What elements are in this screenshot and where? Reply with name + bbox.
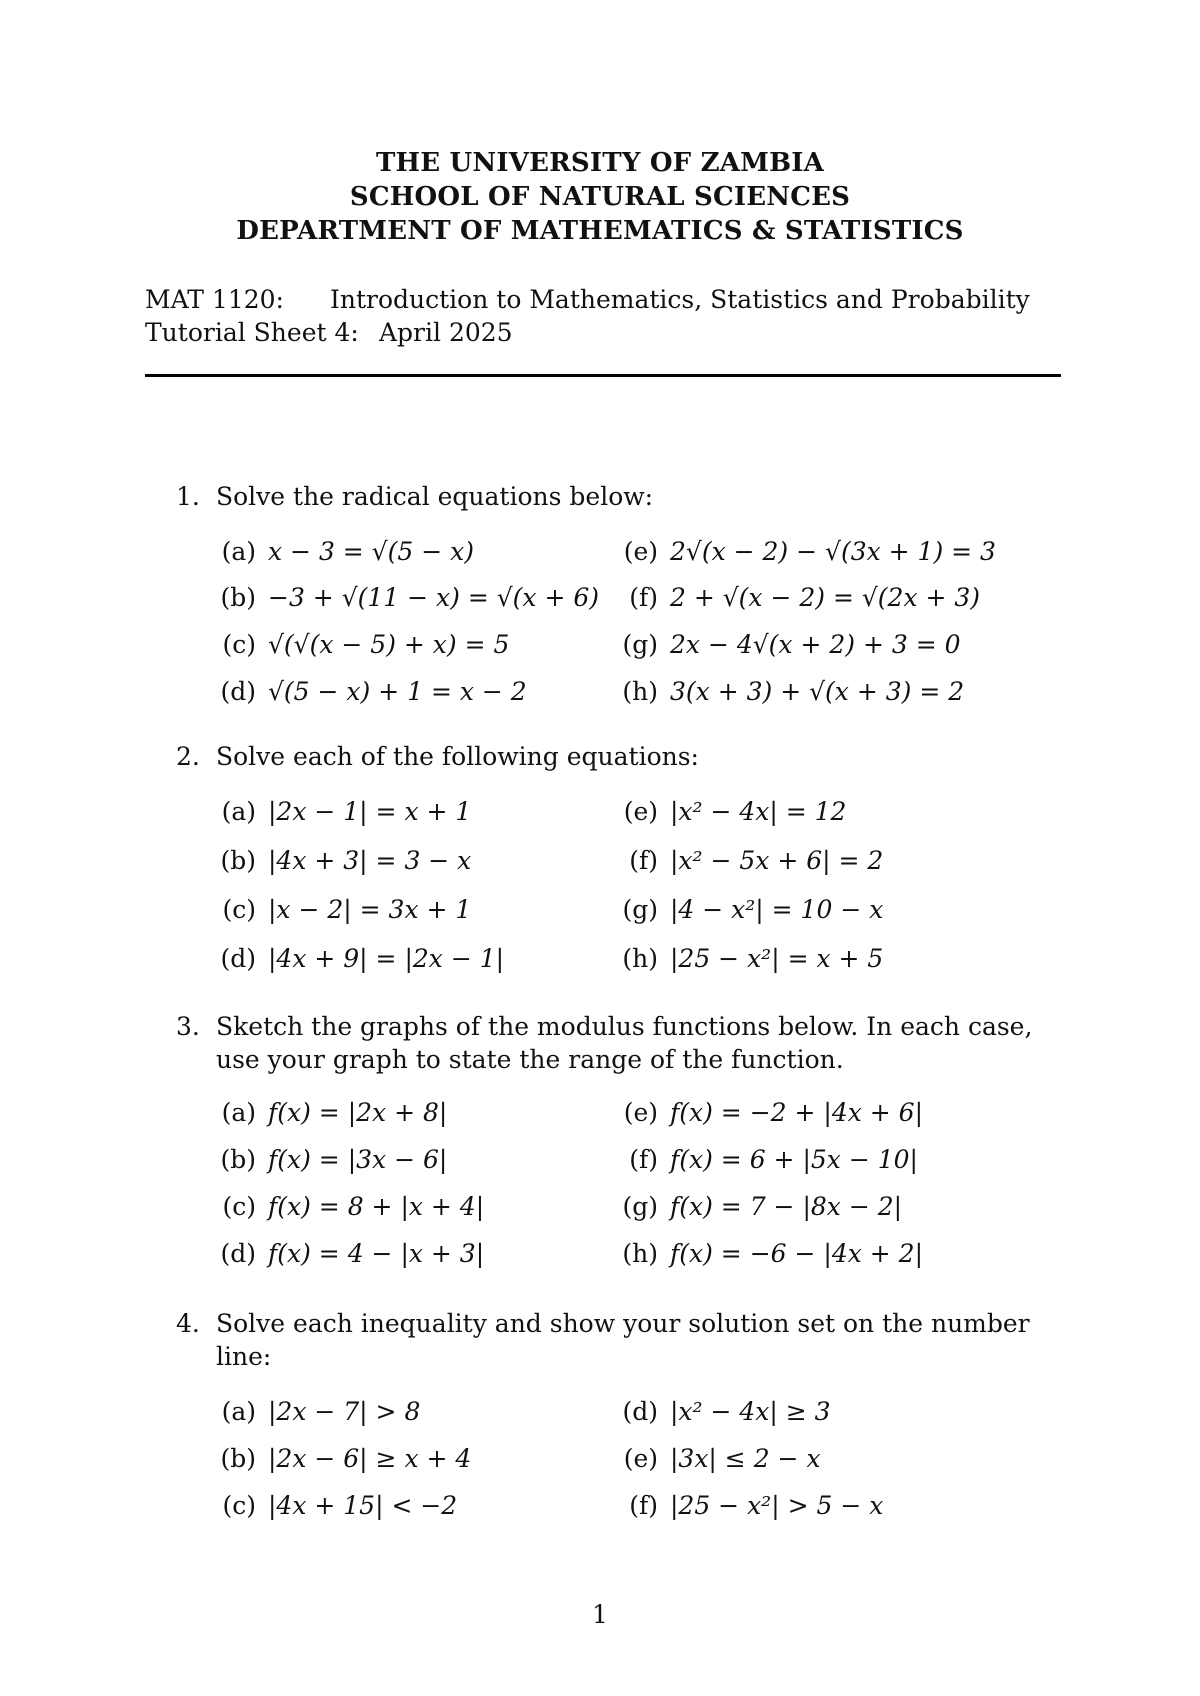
- expression: f(x) = 7 − |8x − 2|: [670, 1192, 903, 1221]
- expression: √(√(x − 5) + x) = 5: [268, 630, 510, 659]
- expression: |2x − 1| = x + 1: [268, 797, 472, 826]
- expression: f(x) = −6 − |4x + 2|: [670, 1239, 923, 1268]
- expression: f(x) = |3x − 6|: [268, 1145, 448, 1174]
- expression: |4x + 15| < −2: [268, 1491, 458, 1520]
- expression: 3(x + 3) + √(x + 3) = 2: [670, 677, 965, 706]
- list-item: (b) |4x + 3| = 3 − x: [220, 846, 472, 875]
- expression: 2x − 4√(x + 2) + 3 = 0: [670, 630, 961, 659]
- list-item: (b) f(x) = |3x − 6|: [220, 1145, 448, 1174]
- university-name: THE UNIVERSITY OF ZAMBIA: [375, 148, 825, 178]
- question-number: 1.: [176, 482, 200, 511]
- sheet-label: Tutorial Sheet 4:: [145, 318, 359, 347]
- expression: √(5 − x) + 1 = x − 2: [268, 677, 527, 706]
- question-3: [176, 1010, 1076, 1268]
- question-text: Solve the radical equations below:: [216, 482, 654, 511]
- expression: 2 + √(x − 2) = √(2x + 3): [670, 583, 981, 612]
- expression: |2x − 6| ≥ x + 4: [268, 1444, 472, 1473]
- question-number: 4.: [176, 1309, 200, 1338]
- expression: |25 − x²| > 5 − x: [670, 1491, 884, 1520]
- list-item: (g) 2x − 4√(x + 2) + 3 = 0: [622, 630, 961, 659]
- list-item: (a) |2x − 7| > 8: [221, 1397, 421, 1426]
- list-item: (h) f(x) = −6 − |4x + 2|: [622, 1239, 923, 1268]
- question-text: Sketch the graphs of the modulus functions below. In each case, use your graph to state the range of the function.: [216, 1012, 1033, 1074]
- list-item: (c) |x − 2| = 3x + 1: [222, 895, 472, 924]
- list-item: (f) 2 + √(x − 2) = √(2x + 3): [629, 583, 981, 612]
- list-item: (b) −3 + √(11 − x) = √(x + 6): [220, 583, 600, 612]
- header-divider: [145, 374, 1061, 377]
- expression: f(x) = −2 + |4x + 6|: [670, 1098, 923, 1127]
- expression: −3 + √(11 − x) = √(x + 6): [268, 583, 600, 612]
- expression: |x² − 4x| ≥ 3: [670, 1397, 831, 1426]
- expression: f(x) = |2x + 8|: [268, 1098, 448, 1127]
- expression: |x² − 4x| = 12: [670, 797, 847, 826]
- course-title: Introduction to Mathematics, Statistics and Probability: [330, 285, 1030, 314]
- list-item: (d) |x² − 4x| ≥ 3: [622, 1397, 831, 1426]
- list-item: (e) 2√(x − 2) − √(3x + 1) = 3: [623, 537, 996, 566]
- expression: |25 − x²| = x + 5: [670, 944, 884, 973]
- expression: |3x| ≤ 2 − x: [670, 1444, 821, 1473]
- question-number: 3.: [176, 1012, 200, 1041]
- list-item: (b) |2x − 6| ≥ x + 4: [220, 1444, 472, 1473]
- list-item: (g) |4 − x²| = 10 − x: [622, 895, 884, 924]
- course-info: [145, 283, 1030, 349]
- expression: x − 3 = √(5 − x): [268, 537, 474, 566]
- expression: |4 − x²| = 10 − x: [670, 895, 884, 924]
- list-item: (c) |4x + 15| < −2: [222, 1491, 458, 1520]
- list-item: (e) f(x) = −2 + |4x + 6|: [623, 1098, 923, 1127]
- expression: 2√(x − 2) − √(3x + 1) = 3: [670, 537, 996, 566]
- list-item: (d) |4x + 9| = |2x − 1|: [220, 944, 505, 973]
- expression: |2x − 7| > 8: [268, 1397, 421, 1426]
- list-item: (a) x − 3 = √(5 − x): [221, 537, 474, 566]
- school-name: SCHOOL OF NATURAL SCIENCES: [349, 182, 851, 212]
- list-item: (c) f(x) = 8 + |x + 4|: [222, 1192, 485, 1221]
- list-item: (c) √(√(x − 5) + x) = 5: [222, 630, 510, 659]
- list-item: (f) |x² − 5x + 6| = 2: [629, 846, 884, 875]
- list-item: (h) 3(x + 3) + √(x + 3) = 2: [622, 677, 965, 706]
- question-number: 2.: [176, 742, 200, 771]
- list-item: (a) |2x − 1| = x + 1: [221, 797, 472, 826]
- list-item: (e) |x² − 4x| = 12: [623, 797, 847, 826]
- question-1: [176, 480, 1076, 706]
- expression: |4x + 9| = |2x − 1|: [268, 944, 505, 973]
- list-item: (f) |25 − x²| > 5 − x: [629, 1491, 884, 1520]
- list-item: (g) f(x) = 7 − |8x − 2|: [622, 1192, 903, 1221]
- list-item: (a) f(x) = |2x + 8|: [221, 1098, 448, 1127]
- question-2: [176, 740, 1076, 973]
- page-number: 1: [592, 1600, 608, 1629]
- list-item: (h) |25 − x²| = x + 5: [622, 944, 884, 973]
- list-item: (e) |3x| ≤ 2 − x: [623, 1444, 821, 1473]
- question-text: Solve each of the following equations:: [216, 742, 699, 771]
- question-4: [176, 1307, 1076, 1520]
- expression: |x² − 5x + 6| = 2: [670, 846, 884, 875]
- course-code: MAT 1120:: [145, 285, 284, 314]
- list-item: (d) √(5 − x) + 1 = x − 2: [220, 677, 527, 706]
- expression: f(x) = 4 − |x + 3|: [268, 1239, 485, 1268]
- expression: f(x) = 6 + |5x − 10|: [670, 1145, 918, 1174]
- list-item: (d) f(x) = 4 − |x + 3|: [220, 1239, 485, 1268]
- department-name: DEPARTMENT OF MATHEMATICS & STATISTICS: [236, 216, 964, 246]
- expression: |x − 2| = 3x + 1: [268, 895, 472, 924]
- expression: f(x) = 8 + |x + 4|: [268, 1192, 485, 1221]
- document-header: [0, 146, 1200, 248]
- expression: |4x + 3| = 3 − x: [268, 846, 472, 875]
- list-item: (f) f(x) = 6 + |5x − 10|: [629, 1145, 918, 1174]
- question-text: Solve each inequality and show your solution set on the number line:: [216, 1309, 1030, 1371]
- sheet-date: April 2025: [379, 318, 513, 347]
